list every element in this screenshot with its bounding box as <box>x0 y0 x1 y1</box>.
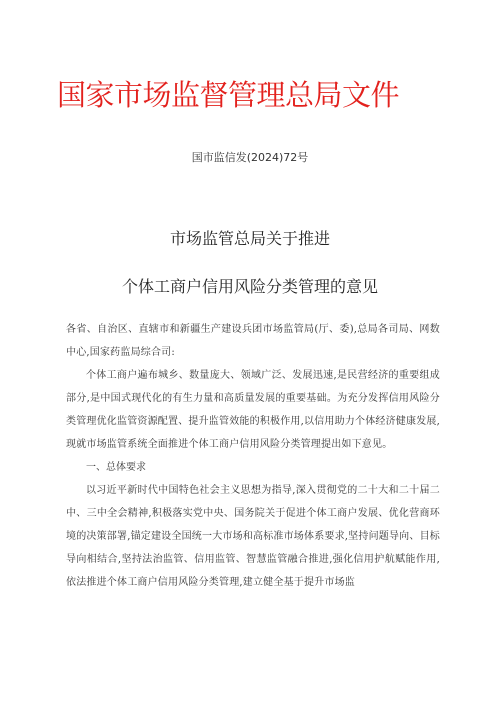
intro-paragraph: 个体工商户遍布城乡、数量庞大、领域广泛、发展迅速,是民营经济的重要组成部分,是中国式现代化的有生力量和高质量发展的重要基础。为充分发挥信用风险分类管理优化监管资源配置、提升监管效能的积极作用,以信用助力个体经济健康发展,现就市场监管系统全面推进个体工商户信用风险分类管理提出如下意见。 <box>66 370 440 450</box>
section-1-heading: 一、总体要求 <box>86 462 146 473</box>
section-1-paragraph: 以习近平新时代中国特色社会主义思想为指导,深入贯彻党的二十大和二十届二中、三中全会精神,积极落实党中央、国务院关于促进个体工商户发展、优化营商环境的决策部署,锚定建设全国统一大市场和高标准市场体系要求,坚持问题导向、目标导向相结合,坚持法治监管、信用监管、智慧监管融合推进,强化信用护航赋能作用,依法推进个体工商户信用风险分类管理,建立健全基于提升市场监 <box>66 485 440 588</box>
document-body <box>66 318 440 594</box>
document-title-line-2: 个体工商户信用风险分类管理的意见 <box>121 277 378 296</box>
document-masthead: 国家市场监督管理总局文件 <box>57 78 400 112</box>
document-title-line-1: 市场监管总局关于推进 <box>169 229 330 248</box>
document-number: 国市监信发(2024)72号 <box>191 151 309 164</box>
addressee-paragraph: 各省、自治区、直辖市和新疆生产建设兵团市场监管局(厅、委),总局各司局、网数中心,国家药监局综合司: <box>66 324 440 358</box>
